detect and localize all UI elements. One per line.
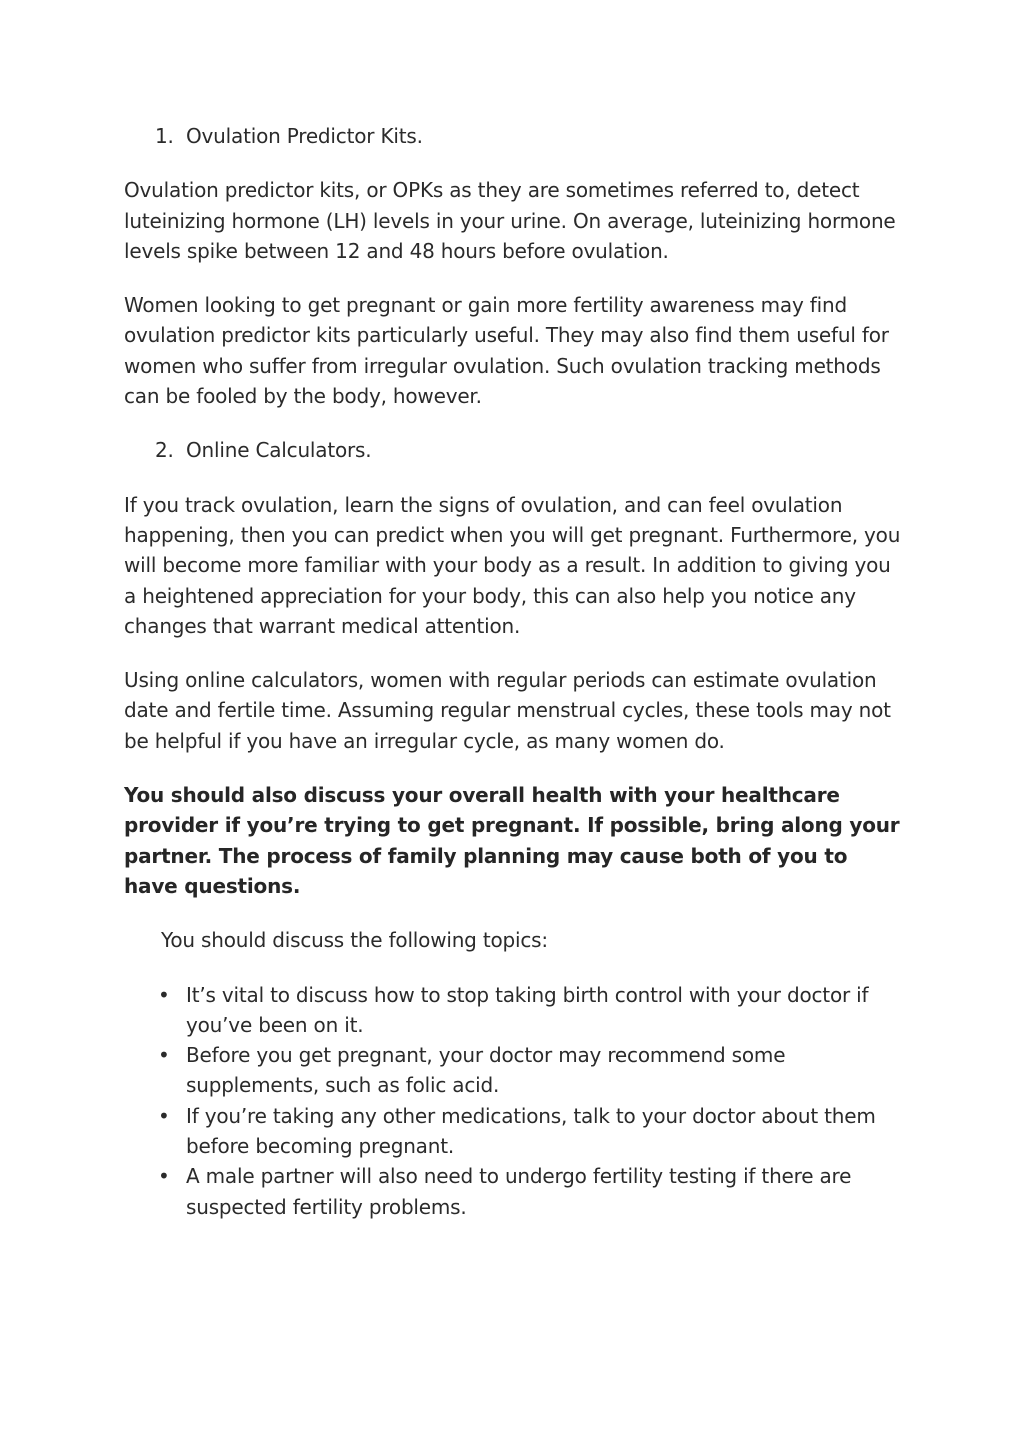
bullet-text: A male partner will also need to undergo fertility testing if there are suspected fertility problems. [186,1164,852,1219]
bullet-icon: • [158,1164,170,1189]
bullet-text: It’s vital to discuss how to stop taking birth control with your doctor if you’ve been on it. [186,982,869,1037]
list-item-label: Ovulation Predictor Kits. [186,124,423,148]
list-item-label: Online Calculators. [186,438,372,463]
paragraph-track-ovulation: If you track ovulation, learn the signs of ovulation, and can feel ovulation happening, then you can predict when you will get pregnant. Furthermore, you will become more familiar with your body as a result. In addition to giving you a heightened appreciation for your body, this can also help you notice any changes that warrant medical attention. [124,492,901,638]
paragraph-discuss-health-bold: You should also discuss your overall health with your healthcare provider if you’re trying to get pregnant. If possible, bring along your partner. The process of family planning may cause both of you to have questions. [124,783,900,898]
paragraph-opk-description: Ovulation predictor kits, or OPKs as they are sometimes referred to, detect luteinizing hormone (LH) levels in your urine. On average, luteinizing hormone levels spike between 12 and 48 hours before ovulation. [124,178,896,263]
list-number: 2. [155,438,174,463]
bullet-item [124,980,904,1041]
bullet-icon: • [158,1103,170,1128]
list-number: 1. [155,124,174,148]
bullet-item [124,1161,904,1222]
paragraph-opk-usefulness: Women looking to get pregnant or gain more fertility awareness may find ovulation predictor kits particularly useful. They may also find them useful for women who suffer from irregular ovulation. Such ovulation tracking methods can be fooled by the body, however. [124,293,889,409]
bullet-icon: • [158,1043,170,1068]
paragraph-online-calculators: Using online calculators, women with regular periods can estimate ovulation date and fertile time. Assuming regular menstrual cycles, these tools may not be helpful if you have an irregular cycle, as many women do. [124,668,891,753]
numbered-item-ovulation-predictor-kits [124,121,904,151]
topics-intro: You should discuss the following topics: [161,928,548,953]
topics-bullet-list [124,980,904,1222]
bullet-item [124,1101,904,1162]
document-body [124,121,904,1222]
bullet-item [124,1040,904,1101]
bullet-icon: • [158,982,170,1007]
numbered-item-online-calculators [124,435,904,465]
bullet-text: Before you get pregnant, your doctor may recommend some supplements, such as folic acid. [186,1043,786,1098]
bullet-text: If you’re taking any other medications, talk to your doctor about them before becoming pregnant. [186,1103,876,1159]
